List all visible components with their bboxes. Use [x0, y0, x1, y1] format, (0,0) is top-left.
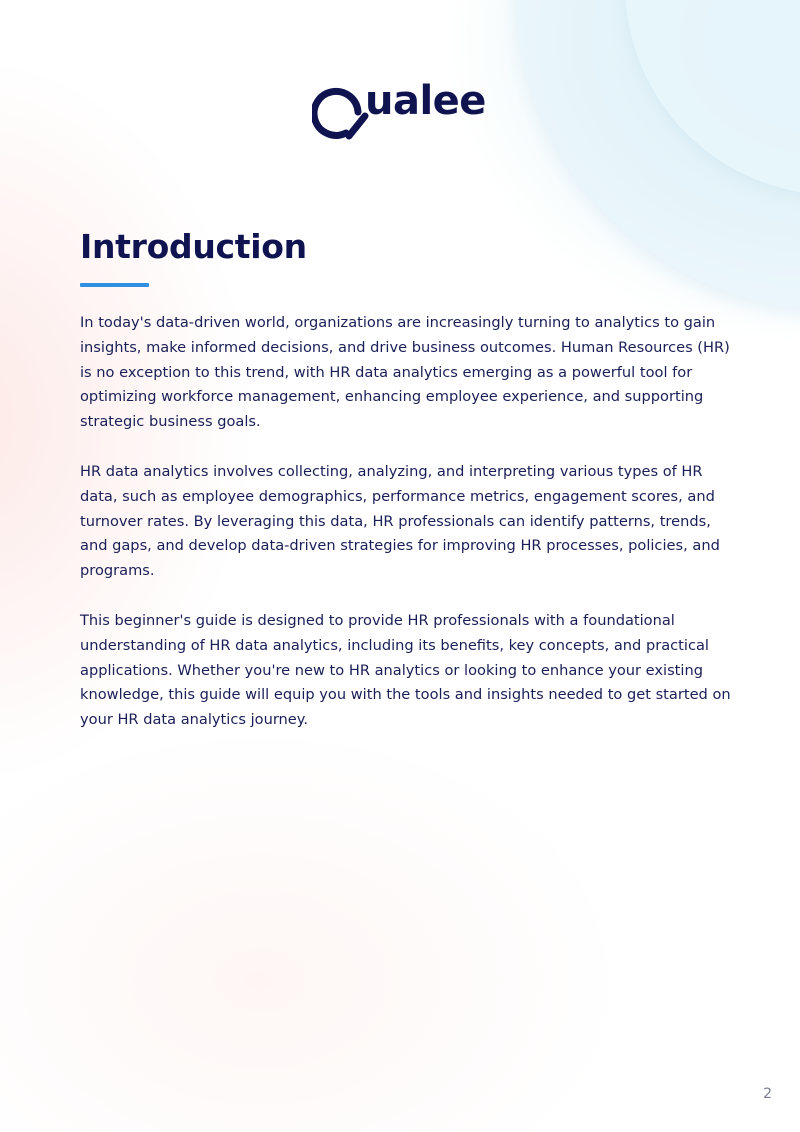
page-number: 2: [763, 1086, 772, 1102]
logo-q-mark-icon: [312, 78, 372, 144]
title-underline: [80, 283, 149, 287]
qualee-logo: [312, 78, 492, 144]
intro-paragraph-1: In today's data-driven world, organizations are increasingly turning to analytics to gain insights, make informed decisions, and drive business outcomes. Human Resources (HR) is no exception to this trend, with HR data analytics emerging as a powerful tool for optimizing workforce management, enhancing employee experience, and supporting strategic business goals.: [80, 314, 730, 431]
page-title: Introduction: [80, 227, 307, 266]
decorative-arc-outer: [515, 0, 800, 310]
logo-wordmark: ualee: [365, 78, 486, 124]
decorative-arc-inner: [625, 0, 800, 195]
intro-paragraph-3: This beginner's guide is designed to provide HR professionals with a foundational understanding of HR data analytics, including its benefits, key concepts, and practical applications. Whether you're new to HR analytics or looking to enhance your existing knowledge, this guide will equip you with the tools and insights needed to get started on your HR data analytics journey.: [80, 611, 731, 729]
body-text: [80, 311, 740, 758]
intro-paragraph-2: HR data analytics involves collecting, analyzing, and interpreting various types of HR data, such as employee demographics, performance metrics, engagement scores, and turnover rates. By leveraging this data, HR professionals can identify patterns, trends, and gaps, and develop data-driven strategies for improving HR processes, policies, and programs.: [80, 462, 720, 580]
